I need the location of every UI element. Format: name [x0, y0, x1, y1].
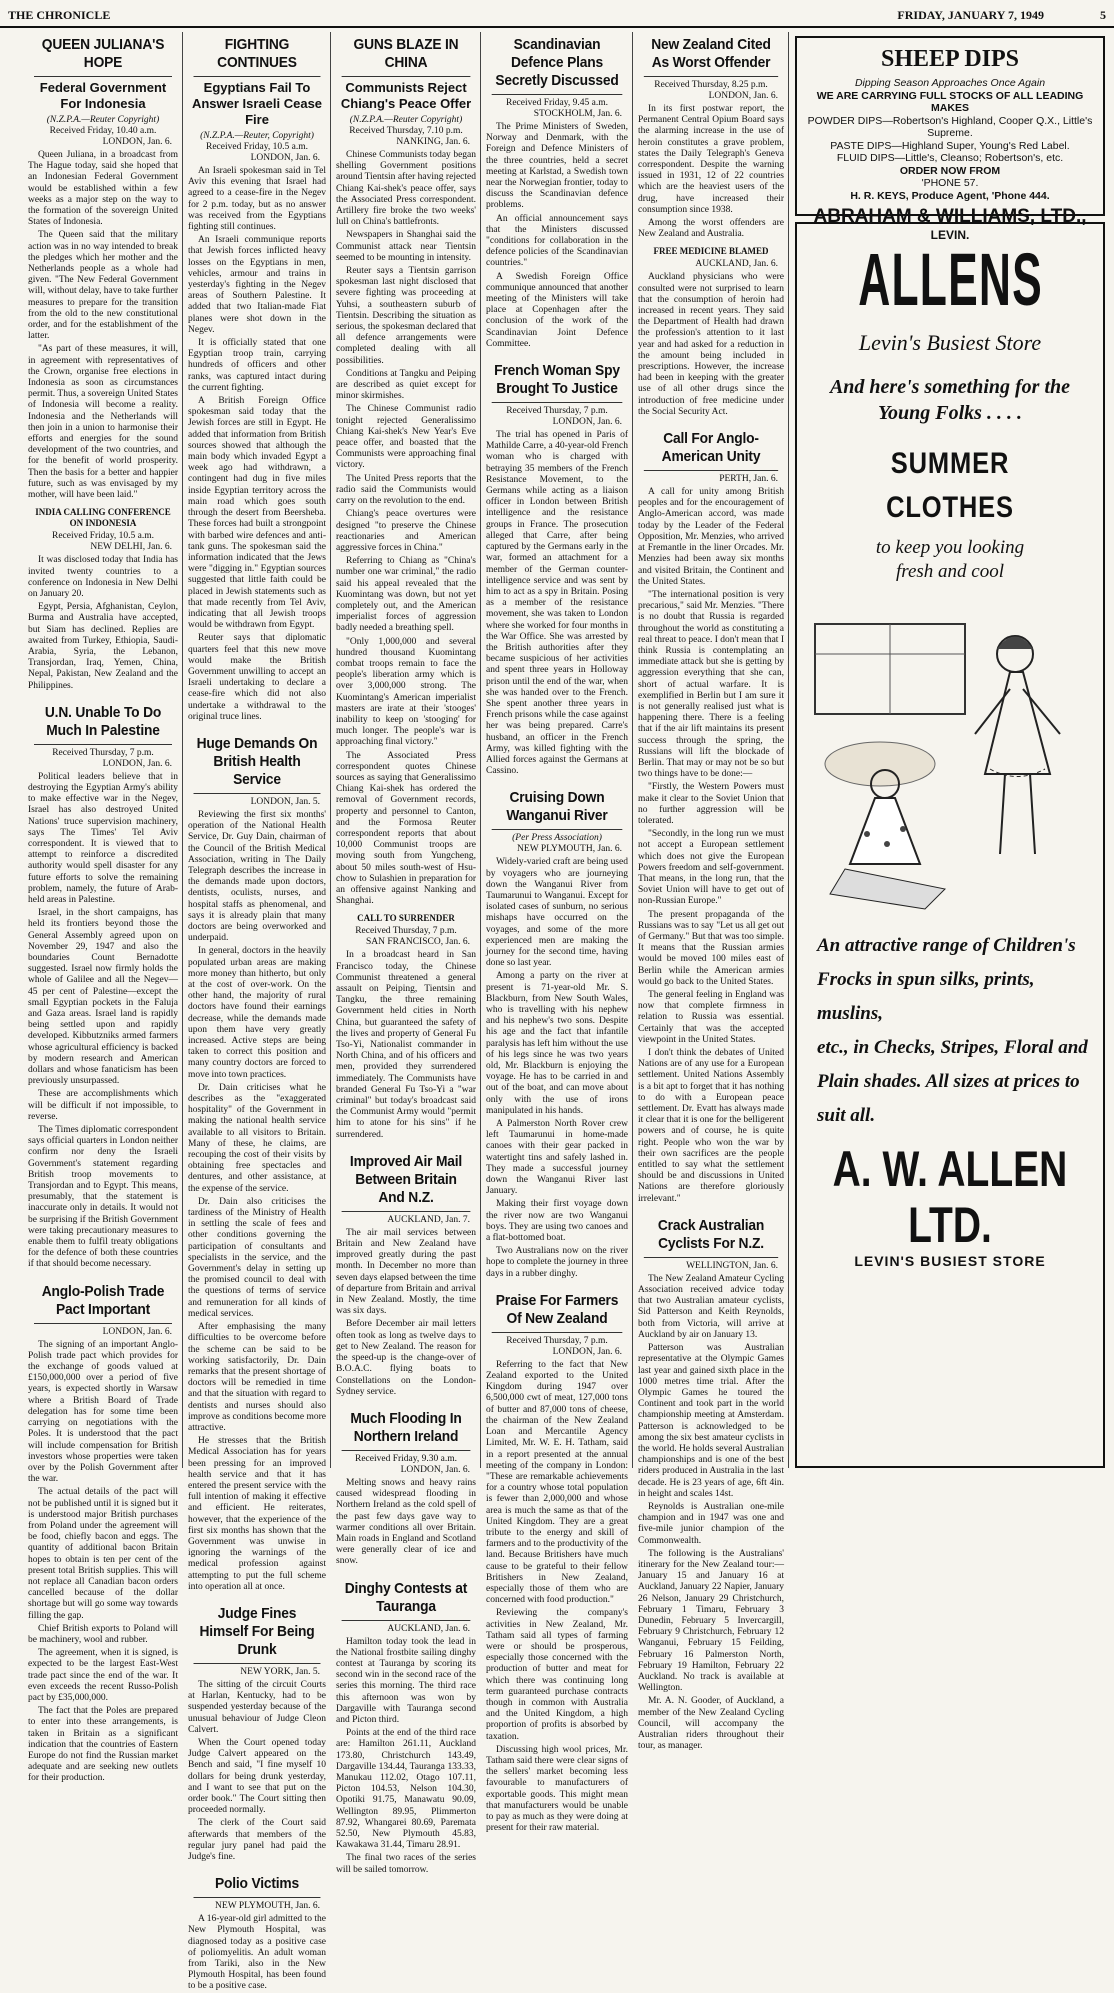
- column-4: [482, 32, 632, 1834]
- article-fighting: [188, 32, 326, 723]
- article-french-spy: [486, 358, 628, 777]
- paragraph: The New Zealand Amateur Cycling Association received advice today that two Australian amateur cyclists, Sid Patterson and Keith Reynolds, both from Victoria, will arrive at Auckland by air on January 13.: [638, 1273, 784, 1340]
- sheep-dips-advert: [795, 36, 1105, 242]
- paragraph: The Chinese Communist radio tonight rejected Generalissimo Chiang Kai-shek's New Year's Eve peace offer, and boasted that the Communists were approaching final victory.: [336, 404, 476, 471]
- received-line: Received Thursday, 7 p.m.: [506, 1335, 608, 1346]
- paragraph: Newspapers in Shanghai said the Communist attack near Tientsin seemed to be mounting in intensity.: [336, 230, 476, 263]
- headline: Praise For Farmers Of New Zealand: [492, 1288, 623, 1333]
- paragraph: Patterson was Australian representative at the Olympic Games last year and gained sixth place in the 1000 metres time trial. After the Olympic Games he toured the Continent and took part in the world championship meeting at Amsterdam. Patterson is acknowledged to be among the six best amateur cyclists in the world. He holds several Australian championships and is one of the best riders produced in Australia in the last decade. He is 23 years of age, 6ft 4in. in height and scales 14st.: [638, 1343, 784, 1499]
- advert-firm: ABRAHAM & WILLIAMS, LTD.,: [813, 206, 1087, 227]
- paragraph: A call for unity among British peoples and for the encouragement of Anglo-American accord, was made today by the Leader of the Federal Opposition, Mr. Menzies, who arrived at Fremantle in the liner Orcades. Mr. Menzies had been away six months and visited Britain, the Continent and the United States.: [638, 487, 784, 587]
- advert-line: WE ARE CARRYING FULL STOCKS OF ALL LEADING MAKES: [816, 89, 1084, 114]
- paragraph: "Firstly, the Western Powers must make it clear to the Soviet Union that no further aggression will be tolerated.: [638, 782, 784, 826]
- paragraph: Reviewing the first six months' operation of the National Health Service, Dr. Guy Dain, chairman of the Council of the British Medical Association, writing in The Daily Telegraph describes the increase in the demands made upon doctors, dentists, oculists, nurses, and hospital staffs as phenomenal, and says it is already plain that many doctors are being overworked and underpaid.: [188, 809, 326, 944]
- column-2: [184, 32, 330, 1992]
- advert-tagline: And here's something for the: [829, 376, 1071, 398]
- paragraph: Referring to the fact that New Zealand exported to the United Kingdom during 1947 over 6,500,000 cwt of meat, 127,000 tons of butter and 87,000 tons of cheese, the chairman of the New Zealand Loan and Mercantile Agency Limited, Mr. W. E. H. Tatham, said in a report presented at the annual meeting of the company in London: "These are remarkable achievements for a country whose total population is fewer than 2,000,000 and whose area is much the same as that of the United Kingdom. They are a great tribute to the energy and skill of farmers and to the productivity of the land. Because Britishers have much cause to be grateful to their fellow Britishers in New Zealand, especially those of them who are concerned with food production.": [486, 1359, 628, 1606]
- dateline: LONDON, Jan. 5.: [250, 796, 320, 807]
- advert-heading: SUMMER: [890, 447, 1010, 480]
- paragraph: Chiang's peace overtures were designed "to preserve the Chinese reactionaries and American aggressive forces in China.": [336, 509, 476, 553]
- dateline: LONDON, Jan. 6.: [102, 1326, 172, 1337]
- paragraph: He stresses that the British Medical Association has for years been pressing for an improved health service and that it has entered the present service with the full intention of making it effective and efficient. He reiterates, however, that the experience of the first six months has shown that the Government was unwise in ignoring the warnings of the medical profession against attempting to put the full scheme into operation all at once.: [188, 1436, 326, 1592]
- headline: Polio Victims: [194, 1871, 321, 1898]
- column-5: [634, 32, 788, 1752]
- article-opium: [638, 32, 784, 418]
- paragraph: Points at the end of the third race are: Hamilton 261.11, Auckland 173.80, Christchurch 143.49, Dargaville 134.44, Tauranga 133.33, Manukau 112.02, Otago 107.11, Picton 104.53, Nelson 104.30, Opotiki 91.75, Manawatu 90.09, Wellington 89.95, Plimmerton 87.92, Whangarei 80.69, Paremata 52.50, New Plymouth 45.83, Kawakawa 31.44, Timaru 28.91.: [336, 1728, 476, 1851]
- dateline: STOCKHOLM, Jan. 6.: [533, 109, 622, 119]
- paragraph: The actual details of the pact will not be published until it is signed but it is understood major British purchases from Poland under the agreement will be food, chiefly bacon and eggs. The quantity of additional bacon Britain hopes to obtain is ten per cent of the present total British supplies. This will not replace all Canadian bacon orders cancelled because of the dollar shortage but will go some way towards filling the gap.: [28, 1487, 178, 1621]
- paragraph: An official announcement says that the Ministers discussed "conditions for collaboration in the defence policies of the Scandinavian countries.": [486, 213, 628, 269]
- subheadline: Egyptians Fail To Answer Israeli Cease Fire: [191, 80, 323, 127]
- paragraph: The Prime Ministers of Sweden, Norway and Denmark, with the Foreign and Defence Ministers of the three countries, held a secret meeting at Karlstad, a Swedish town near the Norwegian frontier, today to discuss the Scandinavian defence problems.: [486, 122, 628, 211]
- paragraph: Reynolds is Australian one-mile champion and in 1947 was one and five-mile junior champion of the Commonwealth.: [638, 1501, 784, 1546]
- dateline: NEW PLYMOUTH, Jan. 6.: [517, 844, 622, 855]
- paragraph: The fact that the Poles are prepared to enter into these arrangements, is taken in Britain as a significant indication that the countries of Eastern Europe do not find the Russian market adequate and are seeking new outlets for their production.: [28, 1706, 178, 1784]
- headline: Judge Fines Himself For Being Drunk: [194, 1601, 321, 1664]
- received-line: Received Thursday, 7 p.m.: [52, 747, 154, 758]
- paragraph: Hamilton today took the lead in the National frostbite sailing dinghy contest at Tauranga by scoring its second win in the second race of the series this morning. The third race this afternoon was won by Dargaville with Tauranga second and Picton third.: [336, 1636, 476, 1725]
- article-juliana: [28, 32, 178, 692]
- masthead: [0, 0, 1114, 28]
- dateline: NEW YORK, Jan. 5.: [240, 1666, 320, 1677]
- page-number: 5: [1100, 8, 1106, 22]
- dateline: NEW DELHI, Jan. 6.: [90, 542, 172, 553]
- advert-line: POWDER DIPS—Robertson's Highland, Cooper Q.X., Little's Supreme.: [807, 114, 1093, 139]
- advert-firm: A. W. ALLEN LTD.: [832, 1141, 1068, 1253]
- paragraph: Melting snows and heavy rains caused widespread flooding in Northern Ireland as the cold spell of the past few days gave way to warmer conditions all over Britain. Main roads in England and Scotland were generally clear of ice and snow.: [336, 1477, 476, 1567]
- column-rule: [632, 32, 633, 1468]
- headline: GUNS BLAZE IN CHINA: [342, 32, 471, 77]
- source-line: (N.Z.P.A.—Reuter Copyright): [46, 115, 160, 125]
- paragraph: The sitting of the circuit Courts at Harlan, Kentucky, had to be suspended yesterday because of the unusual behaviour of Judge Cleon Calvert.: [188, 1679, 326, 1735]
- advert-line: PASTE DIPS—Highland Super, Young's Red Label.: [830, 139, 1070, 152]
- column-rule: [330, 32, 331, 1468]
- article-farmers: [486, 1288, 628, 1835]
- paragraph: The present propaganda of the Russians was to say "Let us all get out of Germany." But that was too simple. It means that the Russian armies would be moved 100 miles east of Berlin while the American armies would go back to the United States.: [638, 909, 784, 987]
- dateline: LONDON, Jan. 6.: [400, 1464, 470, 1475]
- paragraph: "The international position is very precarious," said Mr. Menzies. "There is no doubt that Russia is regarded throughout the world as constituting a real threat to peace. I don't mean that I think Russia is contemplating an immediate attack but she is getting by aggression everything that she can, short of actual warfare. It is exemplified in Berlin but I am sure it is not generally realised just what is happening there. There is a feeling that if the air lift maintains its present success through the spring, the Russians will lift the blockade of Berlin. That may or may not be so but two things have to be done:—: [638, 589, 784, 780]
- advert-title: SHEEP DIPS: [880, 46, 1020, 72]
- dateline: SAN FRANCISCO, Jan. 6.: [366, 937, 470, 948]
- advert-heading: CLOTHES: [886, 491, 1014, 524]
- advert-tagline: to keep you looking: [875, 537, 1025, 558]
- received-line: Received Thursday, 7 p.m.: [506, 406, 608, 417]
- advert-script: Levin's Busiest Store: [858, 330, 1042, 355]
- paragraph: Among a party on the river at present is 71-year-old Mr. S. Blackburn, from New South Wales, who is travelling with his nephew and his nephew's two sons. Despite his age and the fact that infantile paralysis has left him without the use of his legs since he was two years old, Mr. Blackburn is enjoying the voyage. He has to be carried in and out of the boat, and can move about only with the use of irons manipulated in his hands.: [486, 971, 628, 1116]
- dateline: AUCKLAND, Jan. 6.: [695, 259, 778, 270]
- dateline: NANKING, Jan. 6.: [396, 137, 470, 147]
- headline: Cruising Down Wanganui River: [492, 785, 623, 830]
- headline: QUEEN JULIANA'S HOPE: [34, 32, 172, 77]
- paragraph: The final two races of the series will be sailed tomorrow.: [336, 1853, 476, 1875]
- paragraph: "Only 1,000,000 and several hundred thousand Kuomintang combat troops remain to face the people's liberation army which is over 3,000,000 strong. The Kuomintang's American imperialist masters are irate at their 'stooges' inability to keep on 'stooging' for much longer. The people's war is approaching final victory.": [336, 636, 476, 748]
- column-rule: [480, 32, 481, 1468]
- advert-copy: suit all.: [817, 1105, 876, 1126]
- received-line: Received Thursday, 8.25 p.m.: [654, 80, 768, 90]
- headline: French Woman Spy Brought To Justice: [492, 358, 623, 403]
- paragraph: Conditions at Tangku and Peiping are described as quiet except for minor skirmishes.: [336, 368, 476, 402]
- paragraph: Israel, in the short campaigns, has held its frontiers beyond those the General Assembly agreed upon on November 29, 1947 and also the boundaries Count Bernadotte suggested. Israel now firmly holds the whole of Galilee and all the Negev—45 per cent of Palestine—except the small Egyptian pockets in the Faluja and Gaza areas. Israel land is rapidly being settled upon and rapidly developed. Kibbutzniks armed farmers whose agricultural efficiency is backed by modern research and American dollars and whose fanaticism has been previously unsurpassed.: [28, 908, 178, 1087]
- received-line: Received Thursday, 7 p.m.: [355, 926, 457, 937]
- subheadline: Communists Reject Chiang's Peace Offer: [340, 80, 472, 111]
- paragraph: In its first postwar report, the Permanent Central Opium Board says the alarming increase in the use of heroin constitutes a grave problem, states the Daily Telegraph's Geneva correspondent. Despite the warning issued in 1931, 12 of 22 countries which are the heaviest users of the drug, have increased their consumption since 1938.: [638, 104, 784, 215]
- paragraph: The air mail services between Britain and New Zealand have improved greatly during the past month. In December no more than seven days elapsed between the time of departure from Britain and arrival in New Zealand. Mostly, the time was six days.: [336, 1227, 476, 1317]
- advert-tagline: fresh and cool: [895, 561, 1004, 582]
- dateline: LONDON, Jan. 6.: [250, 153, 320, 163]
- advert-line: H. R. KEYS, Produce Agent, 'Phone 444.: [850, 189, 1050, 202]
- paragraph: Two Australians now on the river hope to complete the journey in three days in a rubber dinghy.: [486, 1246, 628, 1279]
- paragraph: Discussing high wool prices, Mr. Tatham said there were clear signs of the sellers' market becoming less favourable to manufacturers of exportable goods. This might mean that manufacturers would be unable to pay as much as they were doing at present for their raw material.: [486, 1744, 628, 1834]
- paragraph: It was disclosed today that India has invited twenty countries to a conference on Indonesia in New Delhi on January 20.: [28, 555, 178, 599]
- column-1: [24, 32, 182, 1784]
- received-line: Received Friday, 9.30 a.m.: [354, 1453, 457, 1464]
- dateline: NEW PLYMOUTH, Jan. 6.: [215, 1901, 320, 1912]
- headline: Huge Demands On British Health Service: [194, 731, 321, 794]
- dateline: LONDON, Jan. 6.: [552, 417, 622, 428]
- headline: Anglo-Polish Trade Pact Important: [34, 1279, 172, 1324]
- source-line: (N.Z.P.A.—Reuter, Copyright): [200, 131, 314, 141]
- paragraph: The Queen said that the military action was in no way intended to break the pledges which her mother and the Netherlands people as a whole had given. "The New Federal Government will, without delay, have to take further measures to prepare for the transition from the old to the new constitutional order, and for the establishment of the latter.: [28, 230, 178, 342]
- headline: U.N. Unable To Do Much In Palestine: [34, 700, 172, 745]
- paragraph: "As part of these measures, it will, in agreement with representatives of the Crown, organise free elections in Indonesia as soon as circumstances permit. Thus, a sovereign United States of Indonesia will become a reality. Indonesia and the Netherlands will then join in a union to harmonise their efforts and energies for the sound development of the two countries, and for the benefit of world prosperity. Then the basis for a better and happier future, such as was envisaged by my mother, will have been laid.": [28, 344, 178, 501]
- paragraph: These are accomplishments which will be difficult if not impossible, to reverse.: [28, 1089, 178, 1122]
- dateline: LONDON, Jan. 6.: [708, 91, 778, 101]
- advert-tagline: Young Folks . . . .: [878, 402, 1022, 424]
- received-line: Received Friday, 10.5 a.m.: [205, 142, 308, 152]
- article-air-mail: [336, 1149, 476, 1398]
- paragraph: Among the worst offenders are New Zealand and Australia.: [638, 218, 784, 240]
- dateline: LONDON, Jan. 6.: [102, 137, 172, 147]
- paragraph: Reuter says a Tientsin garrison spokesman last night disclosed that severe fighting was proceeding at Yuhsi, a southeastern suburb of Tientsin. Describing the situation as serious, the spokesman declared that all defence arrangements were completed dealing with all possibilities.: [336, 266, 476, 366]
- received-line: Received Thursday, 7.10 p.m.: [349, 126, 463, 136]
- advert-line: ORDER NOW FROM: [899, 164, 1001, 177]
- paragraph: An Israeli communique reports that Jewish forces inflicted heavy losses on the Egyptians in men, vehicles, armour and trains in yesterday's fighting in the Negev areas of Southern Palestine. It added that two Italian-made Fiat planes were shot down in the Negev.: [188, 235, 326, 335]
- paragraph: Before December air mail letters often took as long as twelve days to get to New Zealand. The reason for the speed-up is the change-over of B.O.A.C. flying boats to Constellations on the London-Sydney service.: [336, 1319, 476, 1397]
- advert-brand: ALLENS: [858, 238, 1043, 321]
- paragraph: Widely-varied craft are being used by voyagers who are journeying down the Wanganui River from Taumarunui to Wanganui. Except for isolated cases of sunburn, no serious mishaps have occurred on the voyages, and some of the more experienced men are making the journey for the second time, having done so last year.: [486, 857, 628, 969]
- paragraph: The trial has opened in Paris of Mathilde Carre, a 40-year-old French woman who is charged with betraying 35 members of the French Resistance Movement, to the Germans while acting as a liaison officer in London between British intelligence and the resistance groups in France. The prosecution alleged that Carre, after being captured by the Germans early in the war, formed an attachment for a member of the German counter-intelligence service and was sent by him to act as a spy in Britain. Posing as a member of the resistance movement, she was taken to London where she worked for four months in the War Office. She was arrested by the British authorities after they became suspicious of her activities and spent three years in Holloway prison until the end of the war, when she was handed over to the French. She spent another three years in French prisons while the case against her was being prepared. Carre's husband, an officer in the French Army, was killed fighting with the Allied forces against the Germans at Cassino.: [486, 430, 628, 777]
- paragraph: Chief British exports to Poland will be machinery, wool and rubber.: [28, 1623, 178, 1645]
- headline: Dinghy Contests at Tauranga: [342, 1576, 471, 1621]
- paragraph: Mr. A. N. Gooder, of Auckland, a member of the New Zealand Cycling Council, will accompany the Australian riders throughout their tour, as manager.: [638, 1696, 784, 1752]
- advert-line: 'PHONE 57.: [921, 177, 979, 189]
- headline: Improved Air Mail Between Britain And N.Z.: [342, 1149, 471, 1212]
- subhead: INDIA CALLING CONFERENCE ON INDONESIA: [35, 507, 171, 529]
- subheadline: Federal Government For Indonesia: [39, 80, 167, 111]
- article-china: [336, 32, 476, 1141]
- subhead: CALL TO SURRENDER: [357, 913, 455, 924]
- advert-footer: LEVIN'S BUSIEST STORE: [854, 1253, 1046, 1269]
- paragraph: Queen Juliana, in a broadcast from The Hague today, said she hoped that an Indonesian Federal Government would be established within a few weeks as a major step on the way to the formation of the sovereign United States of Indonesia.: [28, 150, 178, 228]
- advert-copy: etc., in Checks, Stripes, Floral and: [817, 1037, 1088, 1058]
- paragraph: Making their first voyage down the river now are two Wanganui boys. They are using two canoes and a flat-bottomed boat.: [486, 1199, 628, 1244]
- paragraph: Political leaders believe that in destroying the Egyptian Army's ability to make effective war in the Negev, Israel has also destroyed United Nations' truce supervision machinery, says The Times' Tel Aviv correspondent. It is viewed that to attempt to reinforce a discredited authority would spell disaster for any future efforts to solve the remaining problem, namely, the future of Arab-held areas in Palestine.: [28, 771, 178, 905]
- source-line: (Per Press Association): [512, 833, 602, 844]
- article-flooding: [336, 1406, 476, 1568]
- paragraph: Chinese Communists today began shelling Government positions around Tientsin after having rejected Chiang Kai-shek's peace offer, says the Associated Press correspondent. Artillery fire broke the two weeks' lull on China's battlefronts.: [336, 150, 476, 228]
- paragraph: The Associated Press correspondent quotes Chinese sources as saying that Generalissimo Chiang Kai-shek has ordered the removal of Government records, property and personnel to Canton, and the Formosa Reuter correspondent reports that about 10,000 Communist troops are moving south from Yungcheng, about 50 miles south-west of Hsu-chow to Sulashien in preparation for an offensive against Nanking and Shanghai.: [336, 750, 476, 907]
- issue-date: FRIDAY, JANUARY 7, 1949: [897, 8, 1044, 22]
- paragraph: Auckland physicians who were consulted were not surprised to learn that the consumption of heroin had increased in recent years. They said the Department of Health had drawn the profession's attention to it last year and had asked for a reduction in the amount being included in prescriptions. However, the increase had been in keeping with the greater use of all other drugs since the introduction of free medicine under the Social Security Act.: [638, 272, 784, 417]
- paragraph: A 16-year-old girl admitted to the New Plymouth Hospital, was diagnosed today as a positive case of poliomyelitis. An adult woman from Tariki, also in the New Plymouth Hospital, has been found to be a positive case.: [188, 1914, 326, 1992]
- subhead: FREE MEDICINE BLAMED: [653, 246, 769, 257]
- allens-advert: [795, 222, 1105, 1468]
- article-palestine: [28, 700, 178, 1271]
- paragraph: Referring to Chiang as "China's number one war criminal," the radio said his appeal revealed that the Kuomintang was down, but not yet completely out, and the American imperialist forces of aggression badly needed a breathing spell.: [336, 556, 476, 634]
- paragraph: The United Press reports that the radio said the Communists would carry on the revolution to the end.: [336, 473, 476, 507]
- article-polio: [188, 1871, 326, 1992]
- article-scandinavian: [486, 32, 628, 350]
- article-cyclists: [638, 1213, 784, 1753]
- article-wanganui: [486, 785, 628, 1280]
- advert-line: FLUID DIPS—Little's, Cleanso; Robertson's, etc.: [836, 152, 1064, 164]
- paragraph: The agreement, when it is signed, is expected to be the largest East-West trade pact since the end of the war. It even exceeds the recent Russo-Polish pact by £35,000,000.: [28, 1648, 178, 1703]
- paragraph: A British Foreign Office spokesman said today that the Jewish forces are still in Egypt. He added that information from British sources showed that although the main body which invaded Egypt a week ago had withdrawn, a contingent had dug in five miles inside Egyptian territory across the main road which goes south through the desert from Beersheba. These forces had built a strongpoint with barbed wire defences and anti-tank guns. The spokesman said the information indicated that the Jews were "digging in." Egyptian sources suggested that little faith could be placed in Jewish statements such as that made recently from Tel Aviv, indicating that all Jewish troops would be withdrawn from Egypt.: [188, 396, 326, 631]
- dateline: LONDON, Jan. 6.: [552, 1346, 622, 1357]
- paragraph: The signing of an important Anglo-Polish trade pact which provides for the exchange of goods valued at £150,000,000 over a period of five years, is expected shortly in Warsaw where a British Board of Trade delegation has for some time been carrying on negotiations with the Poles. It is understood that the pact will include compensation for British investors whose properties were taken over by the Polish Government after the war.: [28, 1339, 178, 1485]
- paragraph: In general, doctors in the heavily populated urban areas are making more money than hitherto, but only at the cost of over-work. On the other hand, the majority of rural doctors have found their earnings decrease, while the demands made upon them have very greatly increased. Active steps are being taken to correct this position and many country doctors are forced to move into town practices.: [188, 946, 326, 1080]
- paragraph: An Israeli spokesman said in Tel Aviv this evening that Israel had agreed to a cease-fire in the Negev for 2 p.m. today, but as no answer was received from the Egyptians fighting still continues.: [188, 166, 326, 233]
- paragraph: When the Court opened today Judge Calvert appeared on the Bench and said, "I fine myself 10 dollars for being drunk yesterday, and I want to see that put on the order book." The Court sitting then proceeded normally.: [188, 1737, 326, 1816]
- paragraph: It is officially stated that one Egyptian troop train, carrying hundreds of officers and other ranks, was captured intact during the current fighting.: [188, 338, 326, 393]
- headline: Much Flooding In Northern Ireland: [342, 1406, 471, 1451]
- paragraph: After emphasising the many difficulties to be overcome before the scheme can be said to be working satisfactorily, Dr. Dain remarks that the present shortage of doctors will be remedied in time and that the situation with regard to dentists and nurses should also improve as conditions become more attractive.: [188, 1322, 326, 1433]
- headline: FIGHTING CONTINUES: [194, 32, 321, 77]
- paragraph: I don't think the debates of United Nations are of any use for a European settlement. United Nations Assembly is a bit apt to forget that it has nothing to do with a European peace settlement. Dr. Evatt has always made it clear that it is one for the belligerent powers and of course, he is quite right. People who won the war by their own sacrifices are the people entitled to say what the settlement should be and discussions in United Nations are therefore gloriously irrelevant.": [638, 1048, 784, 1204]
- article-anglo-american: [638, 426, 784, 1205]
- received-line: Received Friday, 9.45 a.m.: [505, 98, 608, 108]
- article-judge: [188, 1601, 326, 1863]
- paper-name: THE CHRONICLE: [8, 8, 111, 22]
- dateline: LONDON, Jan. 6.: [102, 758, 172, 769]
- children-illustration: [805, 594, 1095, 914]
- paragraph: Dr. Dain also criticises the tardiness of the Ministry of Health in settling the scale of fees and other conditions governing the participation of consultants and specialists in the service, and the Government's delay in setting up the promised council to deal with the questions of terms of service and remuneration for all kinds of medical services.: [188, 1196, 326, 1319]
- source-line: (N.Z.P.A.—Reuter Copyright): [349, 115, 463, 125]
- paragraph: The Times diplomatic correspondent says official quarters in London neither confirm nor deny the Israeli Government's statement regarding British troop movements to Transjordan and to Egypt. This means, presumably, that the statement is inaccurate only in details. It would not be surprising if the British Government were taking precautionary measures to enable them to fulfil treaty obligations for the defence of both these countries if that should become necessary.: [28, 1125, 178, 1270]
- column-3: [332, 32, 480, 1875]
- article-health-service: [188, 731, 326, 1593]
- paragraph: A Swedish Foreign Office communique announced that another meeting of the Ministers will take place at Copenhagen after the conclusion of the work of the Scandinavian Joint Defence Committee.: [486, 271, 628, 349]
- advert-line: Dipping Season Approaches Once Again: [854, 77, 1046, 89]
- received-line: Received Friday, 10.5 a.m.: [51, 531, 154, 542]
- headline: Scandinavian Defence Plans Secretly Discussed: [492, 32, 623, 95]
- advert-copy: An attractive range of Children's: [817, 935, 1076, 956]
- article-anglo-polish: [28, 1279, 178, 1785]
- paragraph: The following is the Australians' itinerary for the New Zealand tour:—January 15 and January 16 at Auckland, January 22 Napier, January 26 Nelson, January 29 Christchurch, February 1 Timaru, February 3 Dunedin, February 5 Invercargill, February 9 Christchurch, February 12 Wanganui, February 15 Feilding, February 16 Palmerston North, February 19 Hamilton, February 22 Auckland. No track is available at Wellington.: [638, 1548, 784, 1694]
- paragraph: The general feeling in England was now that complete firmness in relation to Russia was essential. Certainly that was the accepted viewpoint in the United States.: [638, 990, 784, 1045]
- advert-copy: Plain shades. All sizes at prices to: [817, 1071, 1080, 1092]
- column-rule: [182, 32, 183, 1468]
- dateline: WELLINGTON, Jan. 6.: [686, 1260, 778, 1271]
- paragraph: In a broadcast heard in San Francisco today, the Chinese Communist threatened a general assault on Peiping, Tientsin and Tangku, the three remaining Government held cities in North China, but guaranteed the safety of the lives and property of General Fu Tso-Yi, Nationalist commander in North China, and of his officers and men, provided they surrendered immediately. The Communists have branded General Fu Tso-Yi a "war criminal" but today's broadcast said the Communist Army would "permit him to atone for his sins" if he surrendered.: [336, 950, 476, 1140]
- headline: New Zealand Cited As Worst Offender: [644, 32, 778, 77]
- advert-town: LEVIN.: [930, 228, 970, 242]
- advert-copy: Frocks in spun silks, prints, muslins,: [817, 969, 1035, 1024]
- paragraph: Reviewing the company's activities in New Zealand, Mr. Tatham said all types of farming were or should be prosperous, especially those concerned with the production of butter and meat for which there was continuing long term guaranteed purchase contracts though in common with Australia and the United Kingdom, a high proportion of profits is absorbed by taxation.: [486, 1608, 628, 1742]
- dateline: AUCKLAND, Jan. 6.: [387, 1623, 470, 1634]
- headline: Call For Anglo-American Unity: [644, 426, 778, 471]
- article-dinghy: [336, 1576, 476, 1876]
- dateline: PERTH, Jan. 6.: [719, 474, 778, 485]
- paragraph: Reuter says that diplomatic quarters feel that this new move would make the British Government unwilling to accept an Israeli undertaking to declare a cease-fire which did not also undertake a withdrawal to the original truce lines.: [188, 633, 326, 722]
- paragraph: Egypt, Persia, Afghanistan, Ceylon, Burma and Australia have accepted, but Siam has declined. Replies are awaited from Turkey, Ethiopia, Saudi-Arabia, Syria, the Lebanon, Transjordan, Iraq, Yemen, China, Nepal, Pakistan, New Zealand and the Philippines.: [28, 602, 178, 691]
- paragraph: Dr. Dain criticises what he describes as the "exaggerated hospitality" of the Government in making the national health service available to all visitors to Britain. Many of these, he claims, are recouping the cost of their visits by obtaining free spectacles and dentures, and other assistance, at the expense of the service.: [188, 1082, 326, 1194]
- paragraph: The clerk of the Court said afterwards that members of the regular jury panel had paid the Judge's fine.: [188, 1818, 326, 1863]
- dateline: AUCKLAND, Jan. 7.: [387, 1214, 470, 1225]
- paragraph: A Palmerston North Rover crew left Taumarunui in home-made canoes with their gear packed in watertight tins and safely lashed in. They made a successful journey down the Wanganui River last January.: [486, 1119, 628, 1197]
- paragraph: "Secondly, in the long run we must not accept a European settlement which does not give the European Powers freedom and self-government. That means, in the long run, that the Soviet Union will have to get out of non-Russian Europe.": [638, 829, 784, 907]
- received-line: Received Friday, 10.40 a.m.: [49, 126, 157, 136]
- headline: Crack Australian Cyclists For N.Z.: [644, 1213, 778, 1258]
- column-rule: [788, 32, 789, 1468]
